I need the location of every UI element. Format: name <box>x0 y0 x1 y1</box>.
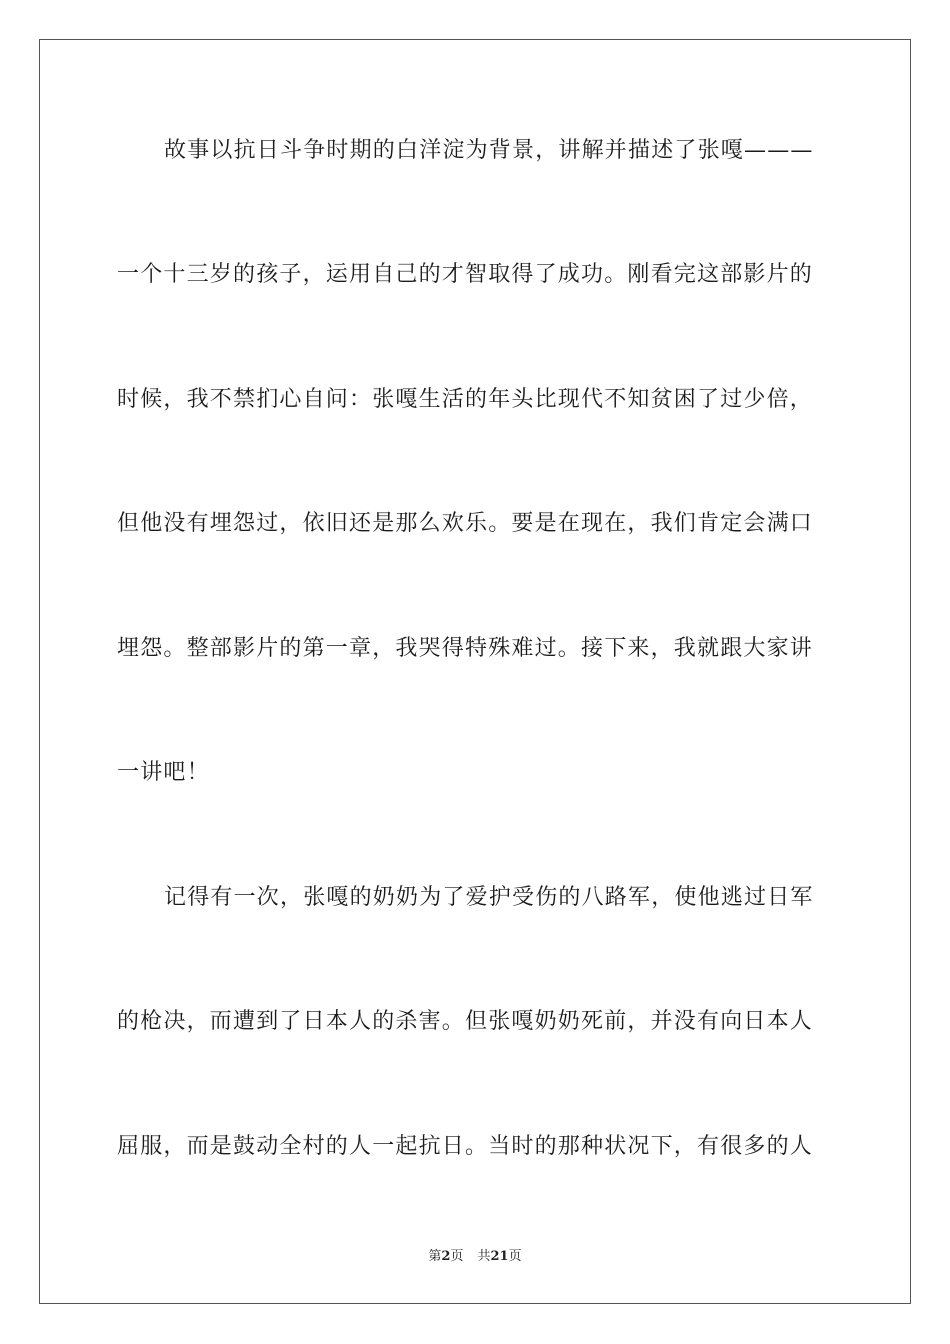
paragraph-2-line-2: 的枪决，而遭到了日本人的杀害。但张嘎奶奶死前，并没有向日本人 <box>117 1009 814 1034</box>
total-prefix: 共 <box>477 1249 491 1264</box>
page-footer <box>0 1248 950 1266</box>
page-suffix: 页 <box>450 1249 464 1264</box>
page-border <box>39 39 911 1304</box>
paragraph-1-line-5: 埋怨。整部影片的第一章，我哭得特殊难过。接下来，我就跟大家讲 <box>117 636 814 661</box>
page-number: 2 <box>441 1249 451 1264</box>
paragraph-1-line-1: 故事以抗日斗争时期的白洋淀为背景，讲解并描述了张嘎——— <box>164 138 814 163</box>
total-pages: 21 <box>490 1249 509 1264</box>
paragraph-2-line-3: 屈服，而是鼓动全村的人一起抗日。当时的那种状况下，有很多的人 <box>117 1134 814 1159</box>
total-suffix: 页 <box>508 1249 522 1264</box>
page-prefix: 第 <box>428 1249 442 1264</box>
paragraph-1-line-4: 但他没有埋怨过，依旧还是那么欢乐。要是在现在，我们肯定会满口 <box>117 511 814 536</box>
paragraph-1-line-6: 一讲吧！ <box>117 760 210 785</box>
paragraph-2-line-1: 记得有一次，张嘎的奶奶为了爱护受伤的八路军，使他逃过日军 <box>164 885 814 910</box>
paragraph-1-line-3: 时候，我不禁扪心自问：张嘎生活的年头比现代不知贫困了过少倍， <box>117 387 814 412</box>
paragraph-1-line-2: 一个十三岁的孩子，运用自己的才智取得了成功。刚看完这部影片的 <box>117 262 814 287</box>
